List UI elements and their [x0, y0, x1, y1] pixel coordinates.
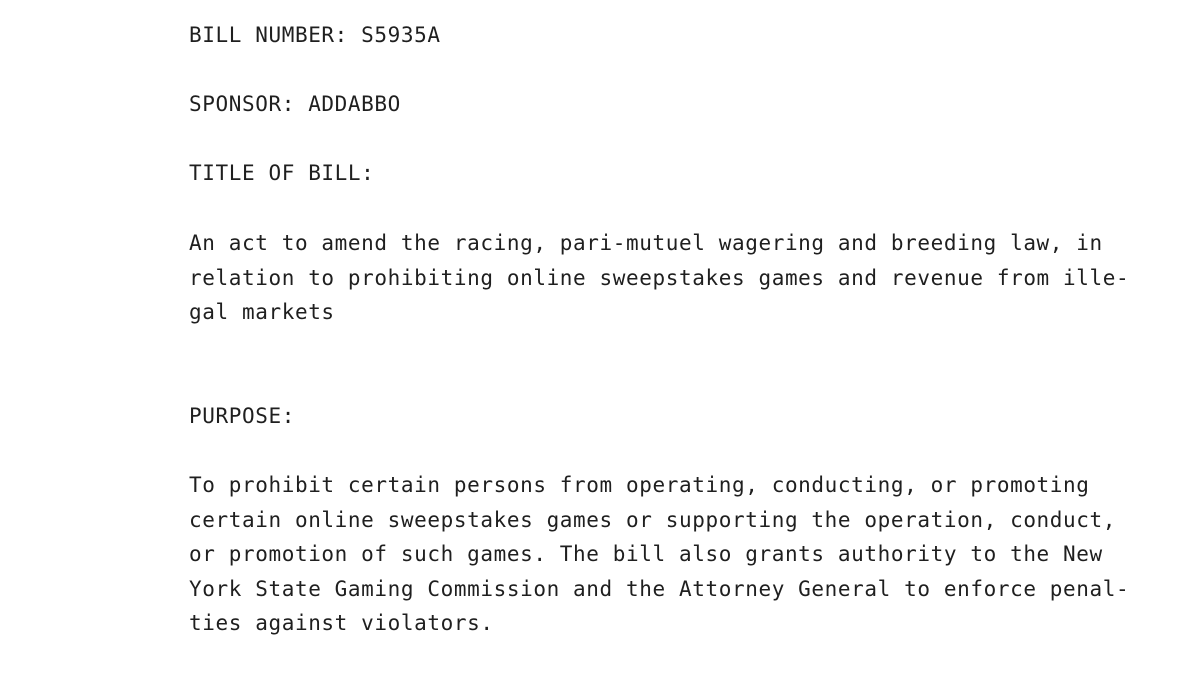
sponsor: SPONSOR: ADDABBO	[189, 92, 401, 116]
purpose-line: certain online sweepstakes games or supporting the operation, conduct,	[189, 508, 1117, 532]
purpose-line: ties against violators.	[189, 611, 494, 635]
title-line: An act to amend the racing, pari-mutuel wagering and breeding law, in	[189, 231, 1103, 255]
title-line: gal markets	[189, 300, 335, 324]
purpose-line: York State Gaming Commission and the Attorney General to enforce penal-	[189, 577, 1130, 601]
bill-number: BILL NUMBER: S5935A	[189, 23, 441, 47]
title-heading: TITLE OF BILL:	[189, 161, 375, 185]
title-line: relation to prohibiting online sweepstakes games and revenue from ille-	[189, 266, 1130, 290]
purpose-heading: PURPOSE:	[189, 404, 295, 428]
purpose-line: or promotion of such games. The bill also grants authority to the New	[189, 542, 1103, 566]
purpose-line: To prohibit certain persons from operating, conducting, or promoting	[189, 473, 1090, 497]
